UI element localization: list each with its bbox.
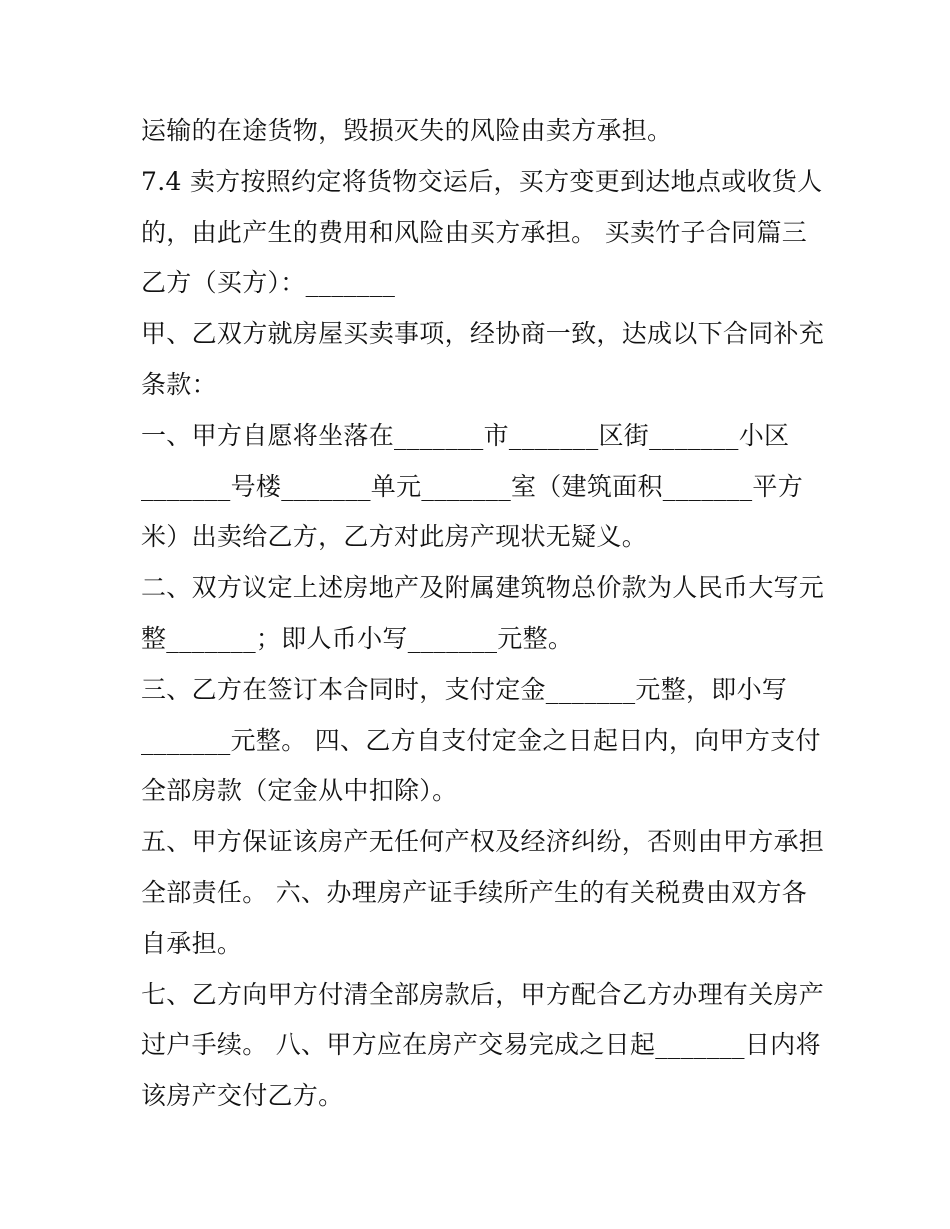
text-line: 整_______；即人币小写_______元整。	[141, 623, 574, 653]
text-line: 全部房款（定金从中扣除）。	[141, 776, 458, 806]
text-line: 自承担。	[141, 928, 243, 958]
text-line: 一、甲方自愿将坐落在_______市_______区街_______小区	[141, 420, 790, 450]
text-line: 甲、乙双方就房屋买卖事项，经协商一致，达成以下合同补充	[141, 319, 825, 349]
text-line: 条款：	[141, 369, 217, 399]
text-line: 过户手续。 八、甲方应在房产交易完成之日起_______日内将	[141, 1030, 821, 1060]
text-line: _______号楼_______单元_______室（建筑面积_______平方	[141, 471, 804, 501]
text-line: 五、甲方保证该房产无任何产权及经济纠纷，否则由甲方承担	[141, 827, 825, 857]
text-line: 三、乙方在签订本合同时，支付定金_______元整，即小写	[141, 674, 788, 704]
text-line: _______元整。 四、乙方自支付定金之日起日内，向甲方支付	[141, 725, 821, 755]
text-line: 运输的在途货物，毁损灭失的风险由卖方承担。	[141, 116, 673, 145]
text-line: 全部责任。 六、办理房产证手续所产生的有关税费由双方各	[141, 877, 808, 907]
text-line: 乙方（买方）：_______	[141, 268, 396, 298]
text-line: 该房产交付乙方。	[141, 1081, 344, 1111]
text-line: 7.4 卖方按照约定将货物交运后，买方变更到达地点或收货人	[141, 166, 823, 196]
text-line: 米）出卖给乙方，乙方对此房产现状无疑义。	[141, 522, 648, 552]
text-line: 的，由此产生的费用和风险由买方承担。 买卖竹子合同篇三	[141, 217, 808, 247]
text-line: 七、乙方向甲方付清全部房款后，甲方配合乙方办理有关房产	[141, 979, 825, 1009]
text-line: 二、双方议定上述房地产及附属建筑物总价款为人民币大写元	[141, 573, 825, 603]
contract-body	[141, 106, 831, 1122]
